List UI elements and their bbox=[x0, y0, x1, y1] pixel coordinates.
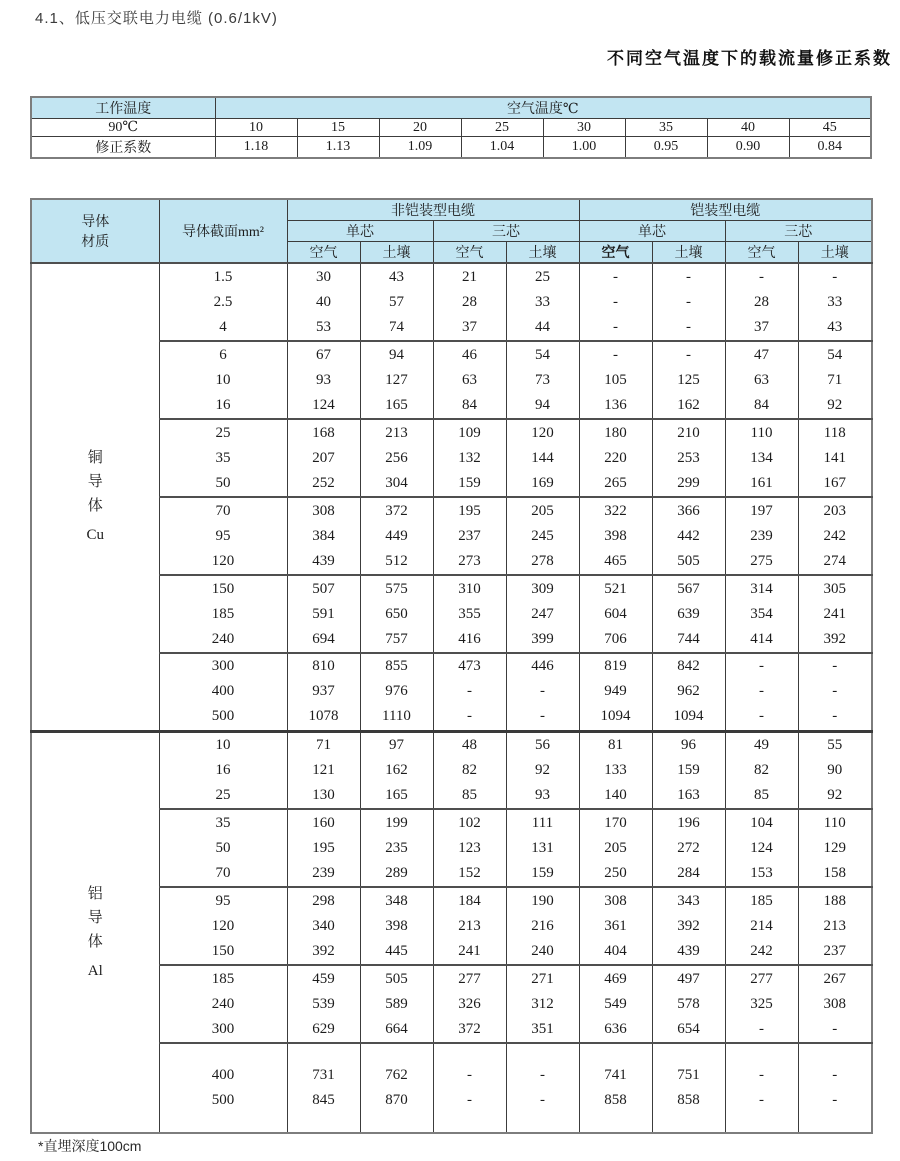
correction-table bbox=[30, 96, 872, 159]
air-temp-value: 20 bbox=[379, 119, 461, 137]
ampacity-value-cell: 170 205 250 bbox=[579, 809, 652, 887]
ampacity-value-cell: 97 162 165 bbox=[360, 731, 433, 809]
coefficient-value: 1.13 bbox=[297, 137, 379, 159]
ampacity-value-cell: 48 82 85 bbox=[433, 731, 506, 809]
coefficient-label: 修正系数 bbox=[31, 137, 215, 159]
cross-section-cell: 185 240 300 bbox=[159, 965, 287, 1043]
ampacity-group-row bbox=[31, 731, 872, 809]
ampacity-value-cell: 366 442 505 bbox=[652, 497, 725, 575]
ampacity-value-cell: 185 214 242 bbox=[725, 887, 798, 965]
air-column-header: 空气 bbox=[579, 242, 652, 264]
conductor-material-line: 体 bbox=[87, 498, 103, 515]
ampacity-value-cell: 842 962 1094 bbox=[652, 653, 725, 731]
ampacity-value-cell: - - bbox=[725, 1043, 798, 1133]
air-temp-value: 15 bbox=[297, 119, 379, 137]
ampacity-value-cell: 505 589 664 bbox=[360, 965, 433, 1043]
ampacity-value-cell: 473 - - bbox=[433, 653, 506, 731]
ampacity-value-cell: 199 235 289 bbox=[360, 809, 433, 887]
conductor-material-line: 导 bbox=[87, 909, 103, 926]
ampacity-value-cell: 855 976 1110 bbox=[360, 653, 433, 731]
cross-section-cell: 6 10 16 bbox=[159, 341, 287, 419]
ampacity-value-cell: 110 129 158 bbox=[798, 809, 872, 887]
ampacity-value-cell: - - - bbox=[798, 653, 872, 731]
ampacity-value-cell: - - bbox=[798, 1043, 872, 1133]
ampacity-value-cell: 55 90 92 bbox=[798, 731, 872, 809]
air-temp-value: 40 bbox=[707, 119, 789, 137]
armored-header: 铠装型电缆 bbox=[579, 199, 872, 221]
burial-depth-footnote: *直埋深度100cm bbox=[38, 1138, 142, 1154]
ampacity-value-cell: 308 361 404 bbox=[579, 887, 652, 965]
unarmored-header: 非铠装型电缆 bbox=[287, 199, 579, 221]
correction-header-row bbox=[31, 97, 871, 119]
ampacity-table-body bbox=[31, 263, 872, 1133]
working-temp-value: 90℃ bbox=[31, 119, 215, 137]
cross-section-cell: 25 35 50 bbox=[159, 419, 287, 497]
conductor-material-line: Cu bbox=[86, 527, 104, 544]
coefficient-value: 0.90 bbox=[707, 137, 789, 159]
ampacity-value-cell: 47 63 84 bbox=[725, 341, 798, 419]
ampacity-value-cell: 184 213 241 bbox=[433, 887, 506, 965]
ampacity-value-cell: 56 92 93 bbox=[506, 731, 579, 809]
material-header-line1: 导体 bbox=[81, 215, 110, 230]
ampacity-value-cell: 210 253 299 bbox=[652, 419, 725, 497]
ampacity-value-cell: 96 159 163 bbox=[652, 731, 725, 809]
ampacity-value-cell: 120 144 169 bbox=[506, 419, 579, 497]
air-temp-value: 30 bbox=[543, 119, 625, 137]
ampacity-value-cell: 43 57 74 bbox=[360, 263, 433, 341]
ampacity-value-cell: 277 325 - bbox=[725, 965, 798, 1043]
air-temp-value: 35 bbox=[625, 119, 707, 137]
conductor-material-line: Al bbox=[87, 962, 103, 979]
cross-section-cell: 1.5 2.5 4 bbox=[159, 263, 287, 341]
ampacity-value-cell: 751 858 bbox=[652, 1043, 725, 1133]
ampacity-value-cell: 21 28 37 bbox=[433, 263, 506, 341]
ampacity-value-cell: 567 639 744 bbox=[652, 575, 725, 653]
ampacity-value-cell: 104 124 153 bbox=[725, 809, 798, 887]
ampacity-value-cell: 310 355 416 bbox=[433, 575, 506, 653]
cross-section-cell: 95 120 150 bbox=[159, 887, 287, 965]
ampacity-value-cell: 575 650 757 bbox=[360, 575, 433, 653]
correction-table-title: 不同空气温度下的载流量修正系数 bbox=[607, 49, 892, 68]
conductor-material-cell bbox=[31, 731, 159, 1133]
coefficient-row bbox=[31, 137, 871, 159]
ampacity-value-cell: 308 384 439 bbox=[287, 497, 360, 575]
ampacity-value-cell: 741 858 bbox=[579, 1043, 652, 1133]
cross-section-cell: 150 185 240 bbox=[159, 575, 287, 653]
ampacity-value-cell: 25 33 44 bbox=[506, 263, 579, 341]
ampacity-value-cell: 343 392 439 bbox=[652, 887, 725, 965]
ampacity-value-cell: 298 340 392 bbox=[287, 887, 360, 965]
unarmored-single-core-header: 单芯 bbox=[287, 221, 433, 242]
ampacity-value-cell: - 33 43 bbox=[798, 263, 872, 341]
soil-column-header: 土壤 bbox=[360, 242, 433, 264]
ampacity-value-cell: 196 272 284 bbox=[652, 809, 725, 887]
air-temp-header: 空气温度℃ bbox=[215, 97, 871, 119]
conductor-material-line: 体 bbox=[87, 933, 103, 950]
ampacity-value-cell: 309 247 399 bbox=[506, 575, 579, 653]
ampacity-value-cell: 267 308 - bbox=[798, 965, 872, 1043]
ampacity-value-cell: 731 845 bbox=[287, 1043, 360, 1133]
coefficient-value: 1.04 bbox=[461, 137, 543, 159]
ampacity-value-cell: 372 449 512 bbox=[360, 497, 433, 575]
ampacity-value-cell: 322 398 465 bbox=[579, 497, 652, 575]
ampacity-table-header bbox=[31, 199, 872, 263]
ampacity-value-cell: 819 949 1094 bbox=[579, 653, 652, 731]
cross-section-cell: 70 95 120 bbox=[159, 497, 287, 575]
conductor-material-line: 铜 bbox=[87, 450, 103, 467]
ampacity-value-cell: 521 604 706 bbox=[579, 575, 652, 653]
armored-three-core-header: 三芯 bbox=[725, 221, 872, 242]
ampacity-value-cell: 459 539 629 bbox=[287, 965, 360, 1043]
ampacity-value-cell: 348 398 445 bbox=[360, 887, 433, 965]
coefficient-value: 1.00 bbox=[543, 137, 625, 159]
ampacity-value-cell: 94 127 165 bbox=[360, 341, 433, 419]
armored-single-core-header: 单芯 bbox=[579, 221, 725, 242]
cross-section-cell: 35 50 70 bbox=[159, 809, 287, 887]
ampacity-value-cell: 810 937 1078 bbox=[287, 653, 360, 731]
ampacity-value-cell: - 105 136 bbox=[579, 341, 652, 419]
ampacity-value-cell: 71 121 130 bbox=[287, 731, 360, 809]
section-title: 4.1、低压交联电力电缆 (0.6/1kV) bbox=[35, 10, 278, 27]
cross-section-cell: 10 16 25 bbox=[159, 731, 287, 809]
ampacity-value-cell: 30 40 53 bbox=[287, 263, 360, 341]
conductor-material-cell bbox=[31, 263, 159, 731]
ampacity-value-cell: 197 239 275 bbox=[725, 497, 798, 575]
ampacity-value-cell: 305 241 392 bbox=[798, 575, 872, 653]
cross-section-header: 导体截面mm² bbox=[159, 199, 287, 263]
ampacity-value-cell: 49 82 85 bbox=[725, 731, 798, 809]
coefficient-value: 0.84 bbox=[789, 137, 871, 159]
ampacity-value-cell: 213 256 304 bbox=[360, 419, 433, 497]
cross-section-cell: 300 400 500 bbox=[159, 653, 287, 731]
ampacity-value-cell: 190 216 240 bbox=[506, 887, 579, 965]
ampacity-value-cell: 54 73 94 bbox=[506, 341, 579, 419]
coefficient-value: 1.18 bbox=[215, 137, 297, 159]
air-temp-row bbox=[31, 119, 871, 137]
ampacity-value-cell: - - - bbox=[579, 263, 652, 341]
cross-section-cell: 400 500 bbox=[159, 1043, 287, 1133]
air-temp-value: 25 bbox=[461, 119, 543, 137]
ampacity-value-cell: 54 71 92 bbox=[798, 341, 872, 419]
air-temp-value: 10 bbox=[215, 119, 297, 137]
ampacity-group-row bbox=[31, 263, 872, 341]
coefficient-value: 1.09 bbox=[379, 137, 461, 159]
ampacity-value-cell: 507 591 694 bbox=[287, 575, 360, 653]
ampacity-value-cell: 446 - - bbox=[506, 653, 579, 731]
ampacity-value-cell: 277 326 372 bbox=[433, 965, 506, 1043]
soil-column-header: 土壤 bbox=[652, 242, 725, 264]
ampacity-value-cell: 160 195 239 bbox=[287, 809, 360, 887]
ampacity-value-cell: 102 123 152 bbox=[433, 809, 506, 887]
ampacity-value-cell: 271 312 351 bbox=[506, 965, 579, 1043]
ampacity-value-cell: - 125 162 bbox=[652, 341, 725, 419]
ampacity-value-cell: 109 132 159 bbox=[433, 419, 506, 497]
ampacity-value-cell: - - bbox=[433, 1043, 506, 1133]
unarmored-three-core-header: 三芯 bbox=[433, 221, 579, 242]
ampacity-value-cell: 110 134 161 bbox=[725, 419, 798, 497]
air-temp-value: 45 bbox=[789, 119, 871, 137]
air-column-header: 空气 bbox=[725, 242, 798, 264]
ampacity-value-cell: 67 93 124 bbox=[287, 341, 360, 419]
ampacity-value-cell: 762 870 bbox=[360, 1043, 433, 1133]
ampacity-value-cell: 81 133 140 bbox=[579, 731, 652, 809]
ampacity-value-cell: - 28 37 bbox=[725, 263, 798, 341]
material-header bbox=[31, 199, 159, 263]
ampacity-value-cell: 46 63 84 bbox=[433, 341, 506, 419]
ampacity-value-cell: - - - bbox=[725, 653, 798, 731]
ampacity-value-cell: - - - bbox=[652, 263, 725, 341]
ampacity-value-cell: 180 220 265 bbox=[579, 419, 652, 497]
ampacity-value-cell: 188 213 237 bbox=[798, 887, 872, 965]
ampacity-value-cell: 205 245 278 bbox=[506, 497, 579, 575]
ampacity-table bbox=[30, 198, 873, 1134]
ampacity-value-cell: 118 141 167 bbox=[798, 419, 872, 497]
air-column-header: 空气 bbox=[287, 242, 360, 264]
soil-column-header: 土壤 bbox=[798, 242, 872, 264]
material-header-line2: 材质 bbox=[81, 235, 110, 250]
ampacity-value-cell: 469 549 636 bbox=[579, 965, 652, 1043]
conductor-material-line: 铝 bbox=[87, 885, 103, 902]
ampacity-value-cell: 203 242 274 bbox=[798, 497, 872, 575]
soil-column-header: 土壤 bbox=[506, 242, 579, 264]
ampacity-value-cell: 168 207 252 bbox=[287, 419, 360, 497]
ampacity-value-cell: 497 578 654 bbox=[652, 965, 725, 1043]
working-temp-header: 工作温度 bbox=[31, 97, 215, 119]
ampacity-value-cell: 195 237 273 bbox=[433, 497, 506, 575]
coefficient-value: 0.95 bbox=[625, 137, 707, 159]
ampacity-value-cell: - - bbox=[506, 1043, 579, 1133]
air-column-header: 空气 bbox=[433, 242, 506, 264]
conductor-material-line: 导 bbox=[87, 474, 103, 491]
ampacity-value-cell: 111 131 159 bbox=[506, 809, 579, 887]
ampacity-value-cell: 314 354 414 bbox=[725, 575, 798, 653]
